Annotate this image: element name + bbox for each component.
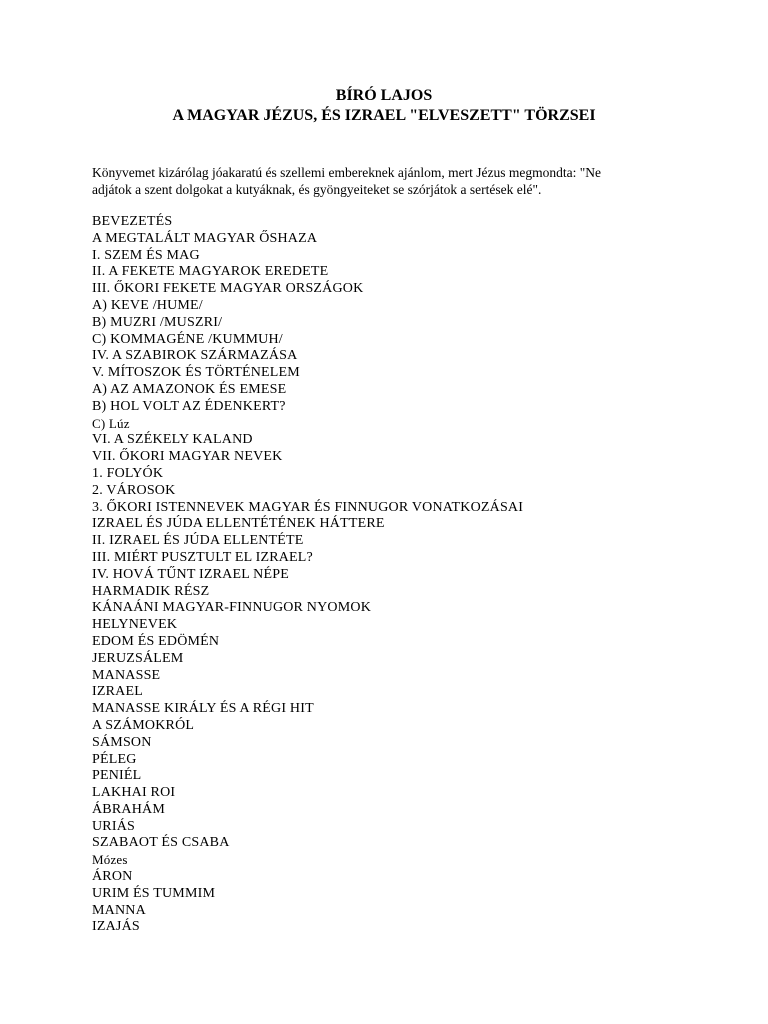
toc-entry: Mózes	[92, 852, 128, 868]
toc-entry: LAKHAI ROI	[92, 785, 176, 801]
toc-entry: MANNA	[92, 902, 146, 918]
toc-entry: II. IZRAEL ÉS JÚDA ELLENTÉTE	[92, 533, 304, 549]
toc-entry: KÁNAÁNI MAGYAR-FINNUGOR NYOMOK	[92, 600, 371, 616]
toc-entry: EDOM ÉS EDÖMÉN	[92, 633, 220, 649]
toc-entry: URIÁS	[92, 818, 136, 834]
toc-entry: III. ŐKORI FEKETE MAGYAR ORSZÁGOK	[92, 281, 364, 297]
toc-entry: A SZÁMOKRÓL	[92, 717, 195, 733]
toc-entry: III. MIÉRT PUSZTULT EL IZRAEL?	[92, 549, 313, 565]
toc-entry: MANASSE	[92, 667, 161, 683]
toc-entry: VI. A SZÉKELY KALAND	[92, 432, 253, 448]
toc-entry: I. SZEM ÉS MAG	[92, 247, 200, 263]
toc-entry: B) HOL VOLT AZ ÉDENKERT?	[92, 398, 286, 414]
toc-entry: II. A FEKETE MAGYAROK EREDETE	[92, 264, 329, 280]
intro-line: Könyvemet kizárólag jóakaratú és szellemi embereknek ajánlom, mert Jézus megmondta: "Ne	[92, 165, 601, 180]
toc-entry: SÁMSON	[92, 734, 152, 750]
toc-entry: URIM ÉS TUMMIM	[92, 885, 216, 901]
toc-entry: 2. VÁROSOK	[92, 482, 176, 498]
book-title: A MAGYAR JÉZUS, ÉS IZRAEL "ELVESZETT" TÖRZSEI	[172, 107, 596, 124]
toc-entry: A MEGTALÁLT MAGYAR ŐSHAZA	[92, 230, 318, 246]
toc-entry: IZAJÁS	[92, 919, 140, 935]
toc-entry: B) MUZRI /MUSZRI/	[92, 314, 223, 330]
toc-entry: JERUZSÁLEM	[92, 650, 184, 666]
toc-entry: IZRAEL	[92, 684, 143, 700]
toc-entry: HARMADIK RÉSZ	[92, 583, 210, 599]
toc-entry: BEVEZETÉS	[92, 214, 173, 229]
toc-entry: PÉLEG	[92, 751, 137, 767]
toc-entry: 3. ŐKORI ISTENNEVEK MAGYAR ÉS FINNUGOR VONATKOZÁSAI	[92, 499, 524, 515]
toc-entry: C) KOMMAGÉNE /KUMMUH/	[92, 331, 283, 347]
toc-entry: ÁRON	[92, 869, 133, 885]
toc-entry: PENIÉL	[92, 768, 142, 784]
toc-entry: VII. ŐKORI MAGYAR NEVEK	[92, 449, 283, 465]
toc-entry: C) Lúz	[92, 415, 130, 431]
toc-entry: IV. HOVÁ TŰNT IZRAEL NÉPE	[92, 566, 289, 582]
document-header	[0, 86, 768, 126]
toc-entry: A) KEVE /HUME/	[92, 297, 203, 313]
toc-entry: HELYNEVEK	[92, 617, 178, 633]
toc-entry: A) AZ AMAZONOK ÉS EMESE	[92, 381, 287, 397]
intro-paragraph	[92, 164, 692, 198]
toc-entry: 1. FOLYÓK	[92, 465, 164, 481]
toc-entry: ÁBRAHÁM	[92, 801, 165, 817]
toc-entry: IV. A SZABIROK SZÁRMAZÁSA	[92, 348, 298, 364]
author-name: BÍRÓ LAJOS	[335, 87, 433, 104]
toc-entry: MANASSE KIRÁLY ÉS A RÉGI HIT	[92, 701, 314, 717]
table-of-contents	[92, 214, 692, 936]
toc-entry: V. MÍTOSZOK ÉS TÖRTÉNELEM	[92, 365, 300, 381]
toc-entry: SZABAOT ÉS CSABA	[92, 835, 230, 851]
toc-entry: IZRAEL ÉS JÚDA ELLENTÉTÉNEK HÁTTERE	[92, 516, 385, 532]
intro-line: adjátok a szent dolgokat a kutyáknak, és gyöngyeiteket se szórjátok a sertések elé".	[92, 182, 542, 197]
